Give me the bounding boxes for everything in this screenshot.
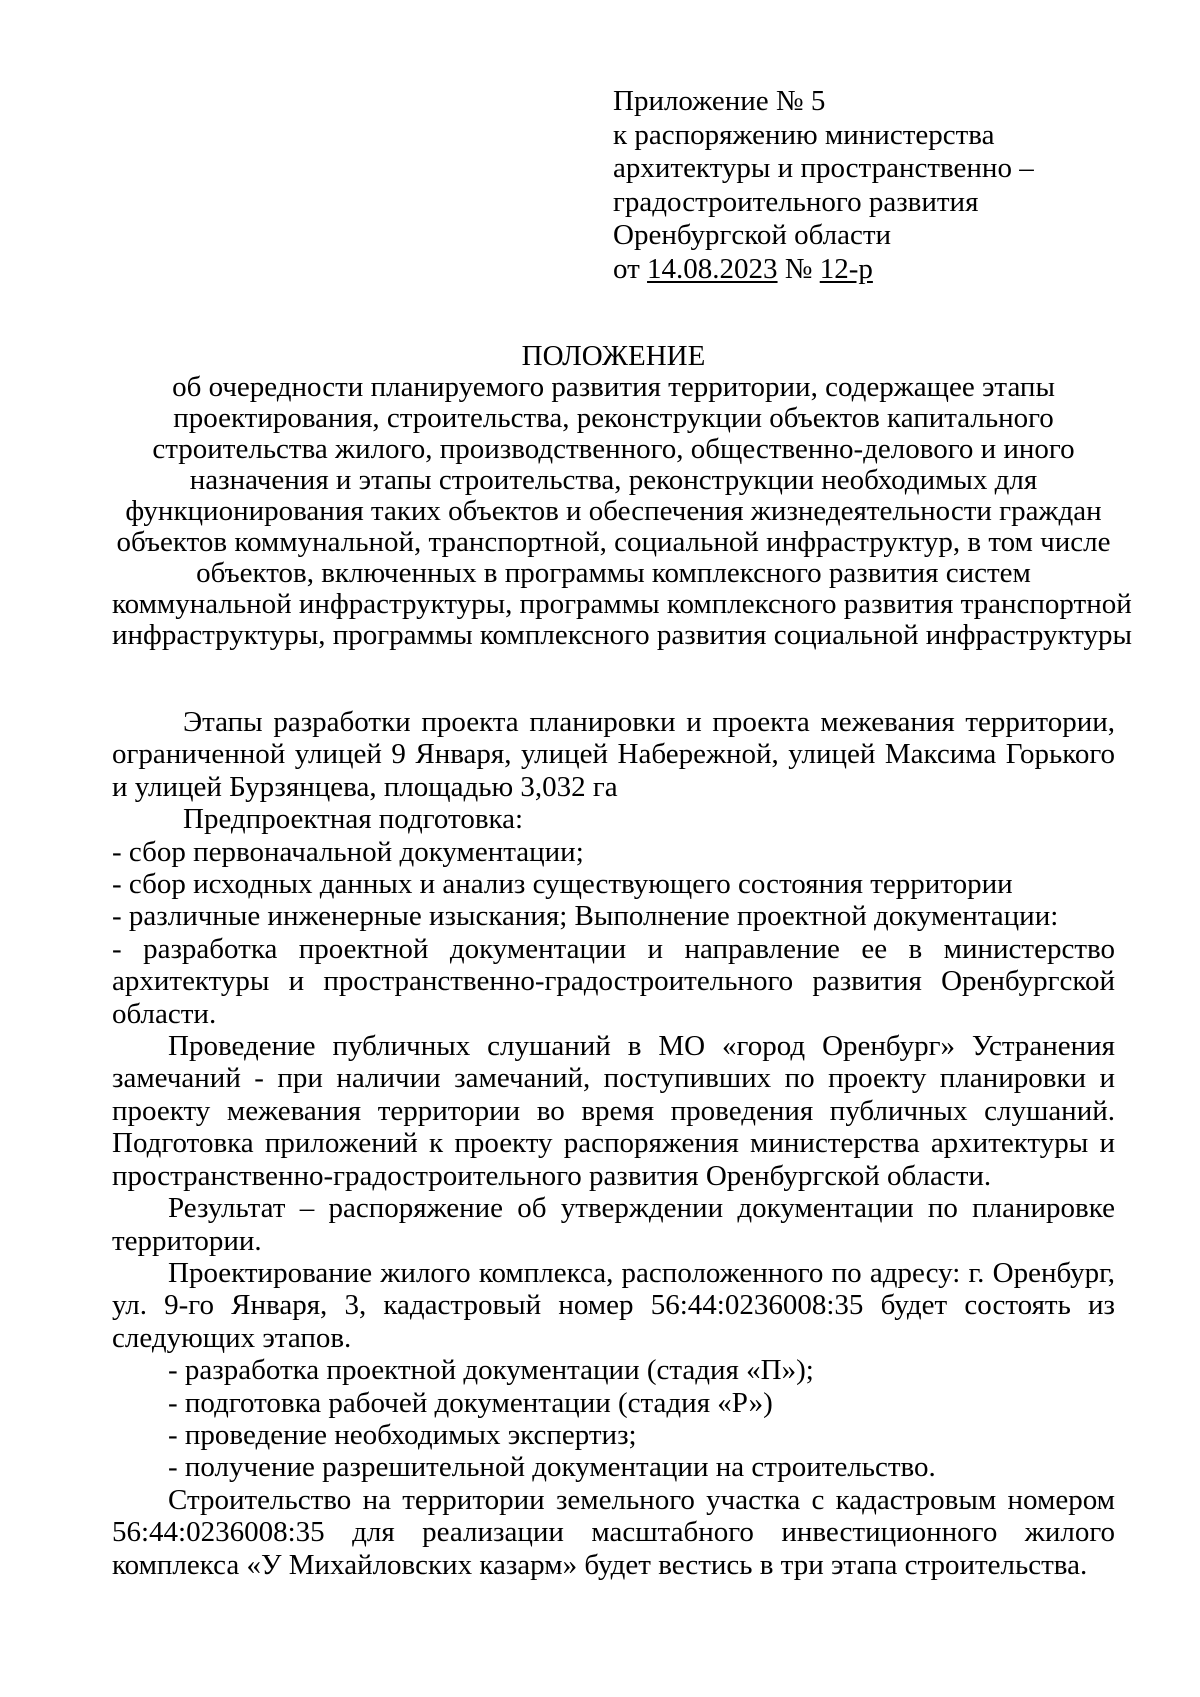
- attachment-ref-line: к распоряжению министерства: [613, 118, 995, 151]
- attachment-ref-line: архитектуры и пространственно –: [613, 152, 1034, 185]
- attachment-number: Приложение № 5: [613, 85, 826, 117]
- heading-line: функционирования таких объектов и обеспечения жизнедеятельности граждан: [125, 495, 1102, 527]
- heading-line: объектов коммунальной, транспортной, социальной инфраструктур, в том числе: [116, 526, 1111, 558]
- heading-line: строительства жилого, производственного, общественно-делового и иного: [152, 433, 1075, 465]
- attachment-ref-line: Оренбургской области: [613, 219, 892, 252]
- heading-line: объектов, включенных в программы комплексного развития систем: [196, 557, 1031, 589]
- attachment-date-line: [613, 253, 1173, 287]
- heading-line: коммунальной инфраструктуры, программы комплексного развития транспортной: [112, 588, 1132, 620]
- list-item: - подготовка рабочей документации (стадия «Р»): [168, 1386, 773, 1419]
- document-date: 14.08.2023: [647, 252, 778, 285]
- number-sign: №: [784, 252, 813, 285]
- heading-line: проектирования, строительства, реконструкции объектов капитального: [173, 402, 1054, 434]
- list-item: - сбор первоначальной документации;: [112, 835, 584, 868]
- paragraph-result: Результат – распоряжение об утверждении документации по планировке территории.: [112, 1192, 1115, 1257]
- paragraph-design: Проектирование жилого комплекса, расположенного по адресу: г. Оренбург, ул. 9-го Января, 3, кадастровый номер 56:44:0236008:35 будет состоять из следующих этапов.: [112, 1256, 1115, 1354]
- heading-line: об очередности планируемого развития территории, содержащее этапы: [172, 371, 1055, 403]
- paragraph-construction: Строительство на территории земельного участка с кадастровым номером 56:44:0236008:35 для реализации масштабного инвестиционного жилого комплекса «У Михайловских казарм» будет вестись в три этапа строительства.: [112, 1483, 1115, 1581]
- list-item: - разработка проектной документации (стадия «П»);: [168, 1354, 814, 1387]
- list-item: - сбор исходных данных и анализ существующего состояния территории: [112, 868, 1013, 901]
- paragraph-stages-intro: Этапы разработки проекта планировки и проекта межевания территории, ограниченной улицей 9 Января, улицей Набережной, улицей Максима Горького и улицей Бурзянцева, площадью 3,032 га: [112, 706, 1115, 803]
- document-number: 12-р: [819, 252, 873, 285]
- attachment-ref-line: градостроительного развития: [613, 185, 979, 218]
- document-heading: [112, 340, 1132, 651]
- date-prefix: от: [613, 252, 640, 285]
- list-item: - разработка проектной документации и направление ее в министерство архитектуры и пространственно-градостроительного развития Оренбургской области.: [112, 932, 1115, 1030]
- document-title: ПОЛОЖЕНИЕ: [521, 340, 706, 372]
- paragraph-preproject: Предпроектная подготовка:: [183, 803, 524, 836]
- attachment-header: [613, 85, 1173, 287]
- list-item: - различные инженерные изыскания; Выполнение проектной документации:: [112, 900, 1059, 933]
- heading-line: назначения и этапы строительства, реконструкции необходимых для: [189, 464, 1038, 496]
- list-item: - проведение необходимых экспертиз;: [168, 1418, 637, 1451]
- paragraph-public-hearings: Проведение публичных слушаний в МО «город Оренбург» Устранения замечаний - при наличии замечаний, поступивших по проекту планировки и проекту межевания территории во время проведения публичных слушаний. Подготовка приложений к проекту распоряжения министерства архитектуры и пространственно-градостроительного развития Оренбургской области.: [112, 1030, 1115, 1192]
- document-body: [112, 706, 1115, 1581]
- heading-line: инфраструктуры, программы комплексного развития социальной инфраструктуры: [112, 619, 1132, 651]
- list-item: - получение разрешительной документации на строительство.: [168, 1451, 936, 1484]
